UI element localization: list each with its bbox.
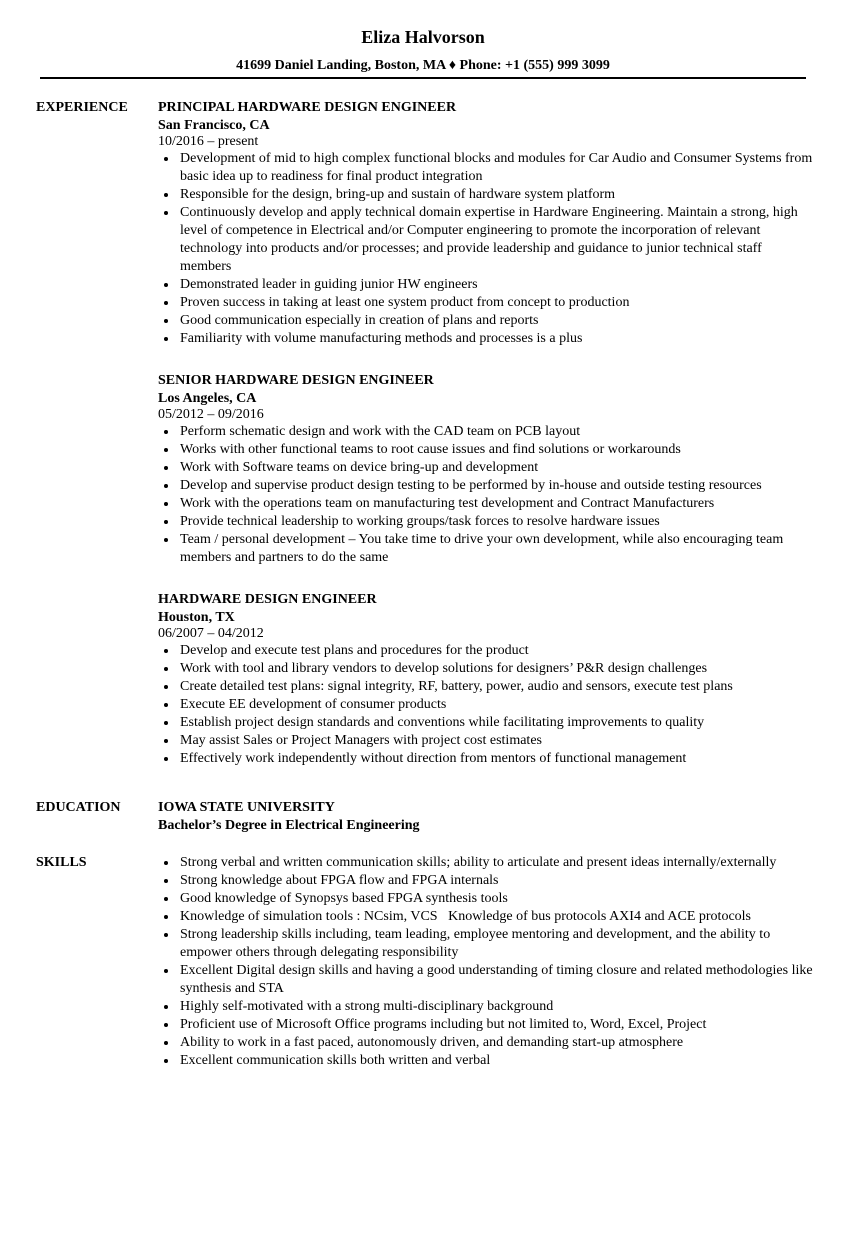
job-bullets [158, 150, 813, 348]
bullet-item [158, 513, 813, 531]
bullet-item [158, 495, 813, 513]
bullet-item [158, 330, 813, 348]
bullet-item [158, 312, 813, 330]
bullet-item [158, 276, 813, 294]
skill-item [158, 998, 813, 1016]
skill-item [158, 854, 813, 872]
bullet-icon [164, 211, 168, 215]
skill-item [158, 872, 813, 890]
bullet-icon [164, 861, 168, 865]
skill-text: Proficient use of Microsoft Office programs including but not limited to, Word, Excel, Project [180, 1017, 707, 1032]
section-title-skills: SKILLS [36, 855, 87, 870]
bullet-icon [164, 969, 168, 973]
bullet-text: Establish project design standards and conventions while facilitating improvements to quality [180, 715, 705, 730]
section-title-education: EDUCATION [36, 800, 121, 815]
bullet-icon [164, 879, 168, 883]
bullet-icon [164, 649, 168, 653]
bullet-item [158, 660, 813, 678]
skill-text: Good knowledge of Synopsys based FPGA synthesis tools [180, 891, 508, 906]
bullet-text: Work with tool and library vendors to develop solutions for designers’ P&R design challenges [180, 661, 708, 676]
bullet-icon [164, 319, 168, 323]
bullet-icon [164, 685, 168, 689]
job-location: San Francisco, CA [158, 118, 270, 133]
job-bullets [158, 423, 813, 567]
bullet-text: Team / personal development – You take time to drive your own development, while also encouraging team members and partners to do the same [180, 532, 784, 565]
bullet-icon [164, 466, 168, 470]
bullet-icon [164, 739, 168, 743]
bullet-item [158, 150, 813, 186]
bullet-text: Perform schematic design and work with the CAD team on PCB layout [180, 424, 581, 439]
job-dates: 06/2007 – 04/2012 [158, 626, 264, 641]
bullet-icon [164, 520, 168, 524]
bullet-item [158, 441, 813, 459]
bullet-item [158, 750, 813, 768]
bullet-text: Effectively work independently without direction from mentors of functional management [180, 751, 687, 766]
degree-name: Bachelor’s Degree in Electrical Engineering [158, 818, 420, 833]
skill-text: Excellent Digital design skills and having a good understanding of timing closure and related methodologies like synthesis and STA [180, 963, 813, 996]
bullet-text: Development of mid to high complex functional blocks and modules for Car Audio and Consumer Systems from basic idea up to readiness for final product integration [180, 151, 813, 184]
job-title: PRINCIPAL HARDWARE DESIGN ENGINEER [158, 100, 457, 115]
candidate-name: Eliza Halvorson [361, 27, 485, 47]
skill-text: Strong leadership skills including, team leading, employee mentoring and development, and the ability to empower others through delegating responsibility [180, 927, 771, 960]
skill-text: Highly self-motivated with a strong multi-disciplinary background [180, 999, 554, 1014]
bullet-item [158, 732, 813, 750]
bullet-item [158, 714, 813, 732]
bullet-icon [164, 915, 168, 919]
job-title: HARDWARE DESIGN ENGINEER [158, 592, 377, 607]
header-divider [40, 77, 806, 79]
bullet-text: May assist Sales or Project Managers with project cost estimates [180, 733, 542, 748]
bullet-icon [164, 1041, 168, 1045]
bullet-icon [164, 897, 168, 901]
bullet-icon [164, 157, 168, 161]
education-body [158, 799, 813, 834]
school-name: IOWA STATE UNIVERSITY [158, 800, 335, 815]
bullet-item [158, 186, 813, 204]
skill-item [158, 1034, 813, 1052]
bullet-icon [164, 721, 168, 725]
bullet-icon [164, 337, 168, 341]
bullet-icon [164, 502, 168, 506]
job-dates: 05/2012 – 09/2016 [158, 407, 264, 422]
bullet-icon [164, 1023, 168, 1027]
bullet-text: Develop and execute test plans and procedures for the product [180, 643, 529, 658]
skill-item [158, 908, 813, 926]
bullet-item [158, 678, 813, 696]
bullet-item [158, 531, 813, 567]
bullet-icon [164, 538, 168, 542]
bullet-icon [164, 1059, 168, 1063]
bullet-item [158, 477, 813, 495]
bullet-text: Demonstrated leader in guiding junior HW engineers [180, 277, 478, 292]
bullet-icon [164, 430, 168, 434]
skill-text: Strong knowledge about FPGA flow and FPGA internals [180, 873, 499, 888]
bullet-icon [164, 703, 168, 707]
bullet-icon [164, 448, 168, 452]
skills-body [158, 854, 813, 1070]
bullet-icon [164, 283, 168, 287]
bullet-item [158, 696, 813, 714]
bullet-icon [164, 1005, 168, 1009]
job-location: Houston, TX [158, 610, 235, 625]
skill-text: Ability to work in a fast paced, autonomously driven, and demanding start-up atmosphere [180, 1035, 684, 1050]
bullet-text: Provide technical leadership to working groups/task forces to resolve hardware issues [180, 514, 660, 529]
resume-header [40, 26, 806, 75]
bullet-icon [164, 933, 168, 937]
bullet-icon [164, 301, 168, 305]
bullet-item [158, 423, 813, 441]
skill-item [158, 926, 813, 962]
bullet-item [158, 459, 813, 477]
skill-text: Knowledge of simulation tools : NCsim, VCS Knowledge of bus protocols AXI4 and ACE protocols [180, 909, 751, 924]
bullet-icon [164, 667, 168, 671]
bullet-text: Create detailed test plans: signal integrity, RF, battery, power, audio and sensors, execute test plans [180, 679, 733, 694]
bullet-item [158, 204, 813, 276]
bullet-text: Develop and supervise product design testing to be performed by in-house and outside testing resources [180, 478, 762, 493]
bullet-item [158, 642, 813, 660]
job-location: Los Angeles, CA [158, 391, 257, 406]
experience-list [158, 99, 813, 768]
bullet-text: Continuously develop and apply technical domain expertise in Hardware Engineering. Maintain a strong, high level of competence in Electrical and/or Computer engineering to promote the incorporation of relevant technology into products and/or processes; and provide leadership and guidance to junior technical staff members [180, 205, 798, 274]
bullet-text: Proven success in taking at least one system product from concept to production [180, 295, 630, 310]
bullet-text: Work with Software teams on device bring-up and development [180, 460, 539, 475]
skill-item [158, 890, 813, 908]
job-bullets [158, 642, 813, 768]
skill-item [158, 1052, 813, 1070]
skill-item [158, 1016, 813, 1034]
job-entry [158, 372, 813, 567]
bullet-text: Works with other functional teams to root cause issues and find solutions or workarounds [180, 442, 681, 457]
skills-bullets [158, 854, 813, 1070]
job-title: SENIOR HARDWARE DESIGN ENGINEER [158, 373, 434, 388]
bullet-text: Good communication especially in creation of plans and reports [180, 313, 539, 328]
skill-text: Strong verbal and written communication skills; ability to articulate and present ideas internally/externally [180, 855, 777, 870]
bullet-icon [164, 193, 168, 197]
job-entry [158, 99, 813, 348]
bullet-icon [164, 484, 168, 488]
bullet-text: Familiarity with volume manufacturing methods and processes is a plus [180, 331, 583, 346]
bullet-text: Execute EE development of consumer products [180, 697, 447, 712]
skill-item [158, 962, 813, 998]
job-dates: 10/2016 – present [158, 134, 259, 149]
section-title-experience: EXPERIENCE [36, 100, 128, 115]
bullet-item [158, 294, 813, 312]
skill-text: Excellent communication skills both written and verbal [180, 1053, 491, 1068]
contact-line: 41699 Daniel Landing, Boston, MA ♦ Phone: +1 (555) 999 3099 [236, 58, 610, 73]
job-entry [158, 591, 813, 768]
bullet-icon [164, 757, 168, 761]
bullet-text: Work with the operations team on manufacturing test development and Contract Manufacturers [180, 496, 715, 511]
bullet-text: Responsible for the design, bring-up and sustain of hardware system platform [180, 187, 616, 202]
